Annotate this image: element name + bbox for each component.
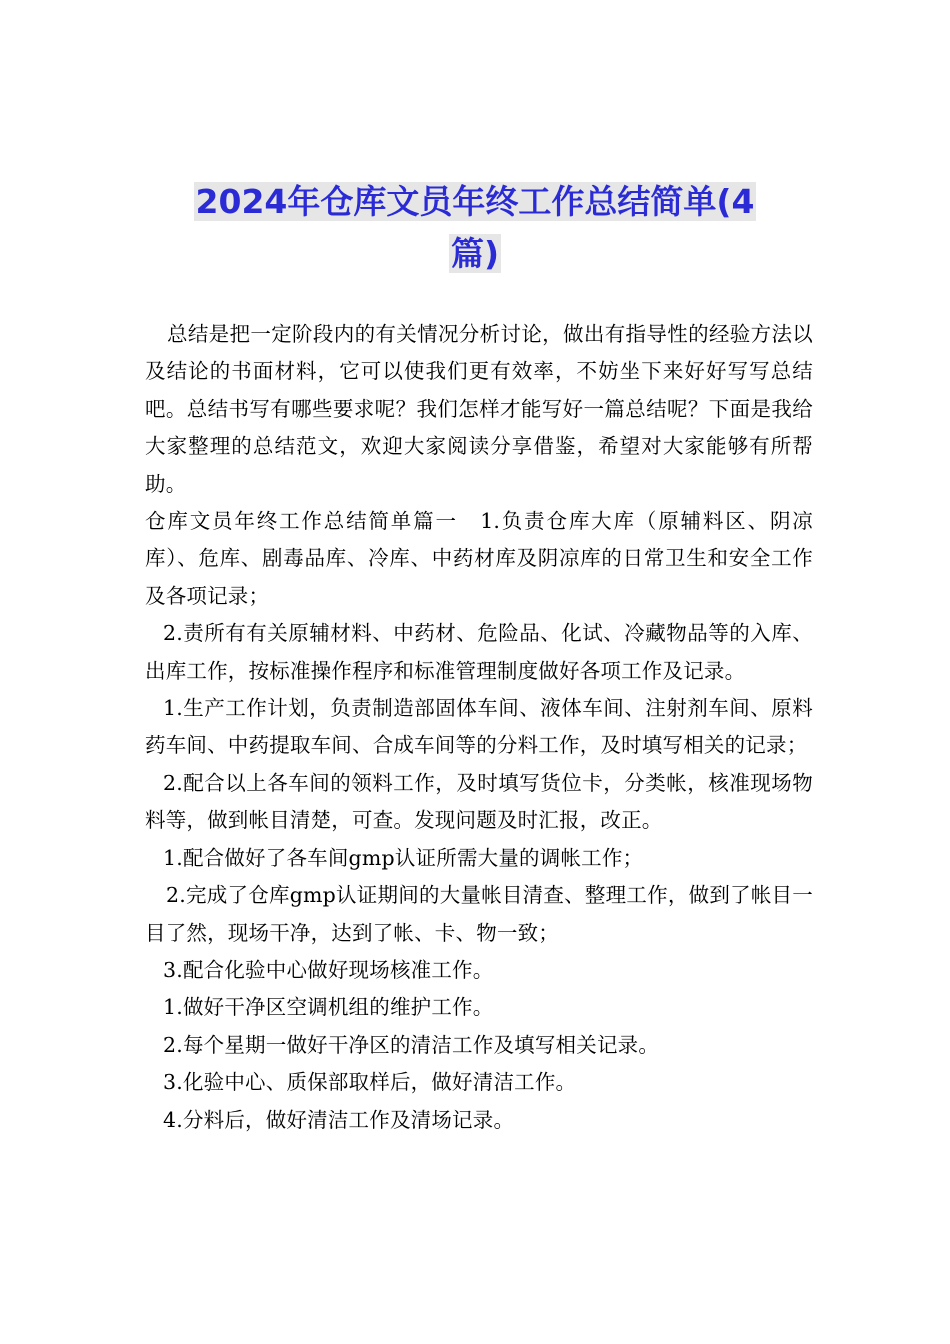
list-item: 4.分料后，做好清洁工作及清场记录。: [163, 1107, 515, 1132]
title-line-2: 篇): [450, 234, 500, 273]
list-item: 1.配合做好了各车间gmp认证所需大量的调帐工作；: [163, 845, 644, 870]
list-item: 1.生产工作计划，负责制造部固体车间、液体车间、注射剂车间、原料药车间、中药提取车间、合成车间等的分料工作，及时填写相关的记录；: [145, 696, 813, 758]
list-item: 2.配合以上各车间的领料工作，及时填写货位卡，分类帐，核准现场物料等，做到帐目清楚，可查。发现问题及时汇报，改正。: [145, 770, 813, 833]
intro-paragraph: 总结是把一定阶段内的有关情况分析讨论，做出有指导性的经验方法以及结论的书面材料，它可以使我们更有效率，不妨坐下来好好写写总结吧。总结书写有哪些要求呢？我们怎样才能写好一篇总结呢？下面是我给大家整理的总结范文，欢迎大家阅读分享借鉴，希望对大家能够有所帮助。: [145, 322, 813, 496]
list-item: 2.完成了仓库gmp认证期间的大量帐目清查、整理工作，做到了帐目一目了然，现场干净，达到了帐、卡、物一致；: [145, 883, 813, 945]
list-item: 2.责所有有关原辅材料、中药材、危险品、化试、冷藏物品等的入库、出库工作，按标准操作程序和标准管理制度做好各项工作及记录。: [145, 621, 813, 683]
list-item: 3.配合化验中心做好现场核准工作。: [163, 957, 494, 982]
section-paragraph: 仓库文员年终工作总结简单篇一 1.负责仓库大库（原辅料区、阴凉库）、危库、剧毒品库、冷库、中药材库及阴凉库的日常卫生和安全工作及各项记录；: [145, 509, 813, 608]
list-item: 3.化验中心、质保部取样后，做好清洁工作。: [163, 1070, 577, 1095]
list-item: 1.做好干净区空调机组的维护工作。: [163, 995, 494, 1020]
list-item: 2.每个星期一做好干净区的清洁工作及填写相关记录。: [163, 1032, 660, 1057]
title-line-1: 2024年仓库文员年终工作总结简单(4: [195, 182, 755, 221]
document-body: [145, 316, 813, 1139]
document-title: [145, 176, 805, 280]
